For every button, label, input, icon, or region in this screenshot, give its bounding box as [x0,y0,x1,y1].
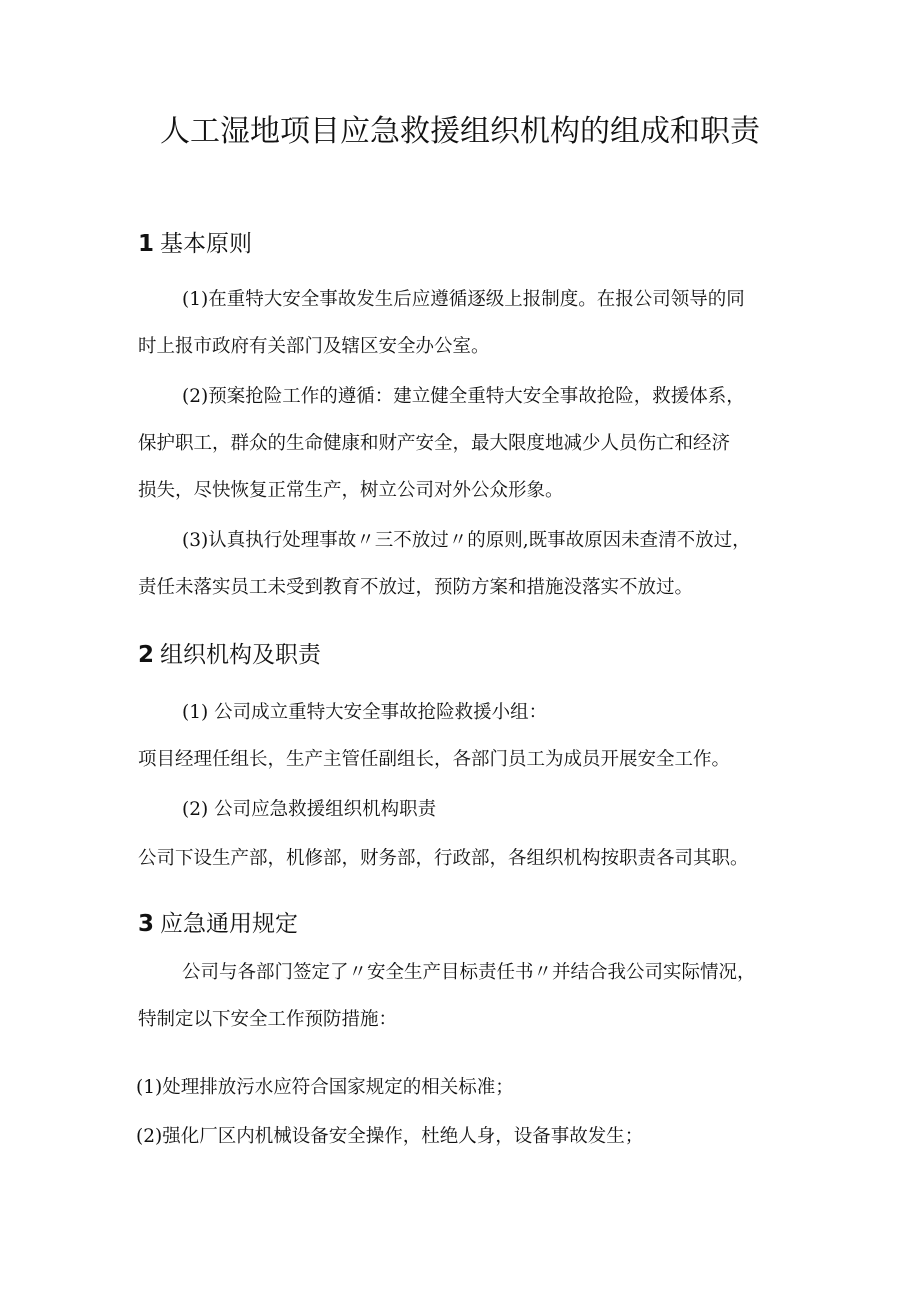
paragraph-line: (1) 公司成立重特大安全事故抢险救援小组： [182,702,548,723]
section-title: 组织机构及职责 [160,642,322,668]
section-title: 应急通用规定 [160,911,299,937]
section-number: 1 [138,231,155,257]
paragraph-line: (2)强化厂区内机械设备安全操作，杜绝人身，设备事故发生； [136,1126,644,1147]
section-number: 2 [138,642,155,668]
section-heading-2 [138,639,321,671]
section-number: 3 [138,911,155,937]
paragraph-line: (1)处理排放污水应符合国家规定的相关标准； [136,1077,514,1098]
paragraph-line: (1)在重特大安全事故发生后应遵循逐级上报制度。在报公司领导的同 [182,289,745,310]
paragraph-line: 公司下设生产部，机修部，财务部，行政部，各组织机构按职责各司其职。 [138,848,749,869]
section-title: 基本原则 [160,231,253,257]
section-heading-1 [138,228,252,260]
section-heading-3 [138,908,298,940]
paragraph-line: 时上报市政府有关部门及辖区安全办公室。 [138,336,490,357]
paragraph-line: 公司与各部门签定了〃安全生产目标责任书〃并结合我公司实际情况， [182,962,756,983]
paragraph-line: (3)认真执行处理事故〃三不放过〃的原则,既事故原因未查清不放过， [182,530,751,551]
paragraph-line: (2) 公司应急救援组织机构职责 [182,799,437,820]
paragraph-line: (2)预案抢险工作的遵循：建立健全重特大安全事故抢险，救援体系， [182,386,745,407]
paragraph-line: 特制定以下安全工作预防措施： [138,1009,398,1030]
paragraph-line: 损失，尽快恢复正常生产，树立公司对外公众形象。 [138,480,564,501]
paragraph-line: 项目经理任组长，生产主管任副组长，各部门员工为成员开展安全工作。 [138,749,731,770]
paragraph-line: 保护职工，群众的生命健康和财产安全，最大限度地减少人员伤亡和经济 [138,433,731,454]
paragraph-line: 责任未落实员工未受到教育不放过，预防方案和措施没落实不放过。 [138,577,694,598]
document-title: 人工湿地项目应急救援组织机构的组成和职责 [160,114,760,149]
